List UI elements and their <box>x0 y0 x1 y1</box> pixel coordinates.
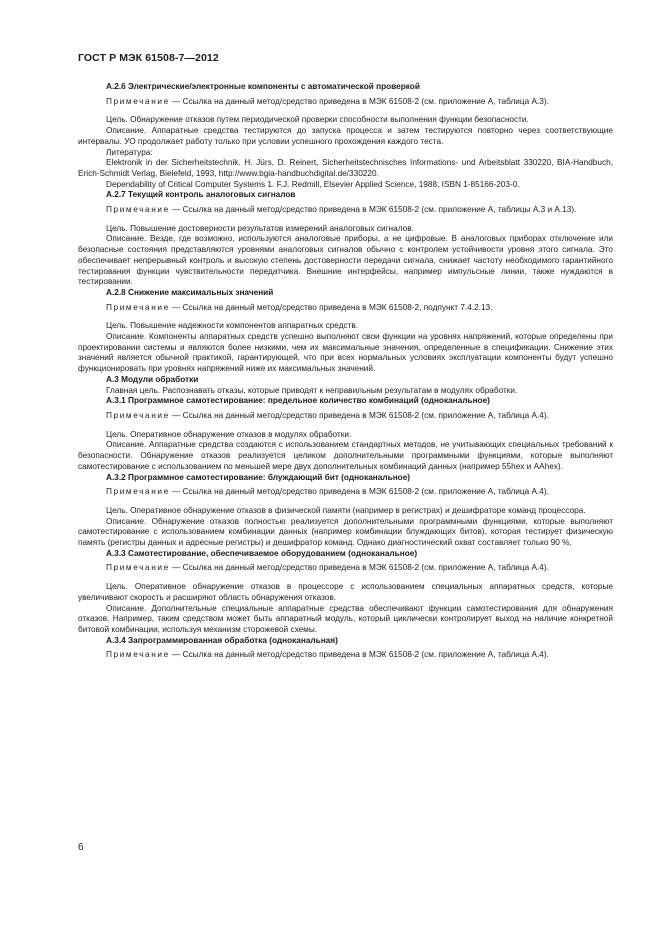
page-number: 6 <box>78 842 84 853</box>
note-a28: Примечание — Ссылка на данный метод/средство приведена в МЭК 61508-2, подпункт 7.4.2.13. <box>106 302 493 312</box>
note-label: Примечание <box>106 650 170 660</box>
description-a32: Описание. Обнаружение отказов полностью реализуется дополнительными программными функциями, которые выполняют самотестирование с использованием комбинации данных (например комбинации блуждающих битов), которая тестирует физическую память (регистры данных и адресные регистры) и дешифратор команд. Однако диагностический охват составляет только 90 %. <box>78 516 613 548</box>
description-a31: Описание. Аппаратные средства создаются с использованием стандартных методов, не учитывающих специальных требований к безопасности. Обнаружение отказов реализуется целиком дополнительными программными функциями, которые выполняют самотестирование с использованием по меньшей мере двух дополнительных комбинаций данных (например 55hex и AAhex). <box>78 440 613 471</box>
goal-a31: Цель. Оперативное обнаружение отказов в модулях обработки. <box>106 429 352 439</box>
literature-item-1: Elektronik in der Sicherheitstechnik. H. Jürs, D. Reinert, Sicherheitstechnisches Informations- und Arbeitsblatt 330220, BIA-Handbuch, Erich-Schmidt Verlag, Bielefeld, 1993, http://www.bgia-handbuchdigital.de/330220. <box>78 158 613 178</box>
section-heading-a26: A.2.6 Электрические/электронные компоненты с автоматической проверкой <box>106 82 420 91</box>
note-a34: Примечание — Ссылка на данный метод/средство приведена в МЭК 61508-2 (см. приложение А, таблица А.4). <box>106 650 549 660</box>
description-a28: Описание. Компоненты аппаратных средств успешно выполняют свои функции на уровнях напряжений, которые определены при проектировании системы и являются более низкими, чем их максимальные значения, определенные в спецификации. Снижение этих значений является обычной практикой, гарантирующей, что при всех нормальных условиях эксплуатации компоненты будут успешно функционировать при уровнях напряжений ниже их максимальных значений. <box>78 332 613 374</box>
note-a26: Примечание — Ссылка на данный метод/средство приведена в МЭК 61508-2 (см. приложение А, таблица А.3). <box>106 96 549 106</box>
note-a32: Примечание — Ссылка на данный метод/средство приведена в МЭК 61508-2 (см. приложение А, таблица А.4). <box>106 487 549 497</box>
section-heading-a33: A.3.3 Самотестирование, обеспечиваемое оборудованием (одноканальное) <box>106 548 418 558</box>
section-heading-a27: A.2.7 Текущий контроль аналоговых сигналов <box>106 190 296 200</box>
goal-a27: Цель. Повышение достоверности результатов измерений аналоговых сигналов. <box>106 223 414 233</box>
section-heading-a3: A.3 Модули обработки <box>106 374 199 384</box>
goal-a32: Цель. Оперативное обнаружение отказов в физической памяти (например в регистрах) и дешифраторе команд процессора. <box>106 505 586 515</box>
description-a33: Описание. Дополнительные специальные аппаратные средства обеспечивают функции самотестирования для обнаружения отказов. Например, таким средством может быть аппаратный модуль, который циклически контролирует выход на наличие конкретной битовой комбинации, используя механизм сторожевой схемы. <box>78 603 613 634</box>
note-a27: Примечание — Ссылка на данный метод/средство приведена в МЭК 61508-2 (см. приложение А, таблицы А.3 и А.13). <box>106 205 577 215</box>
section-heading-a32: A.3.2 Программное самотестирование: блуждающий бит (одноканальное) <box>106 472 411 482</box>
note-label: Примечание <box>106 410 170 420</box>
goal-a3: Главная цель. Распознавать отказы, которые приводят к неправильным результатам в модулях обработки. <box>106 385 518 395</box>
goal-a33: Цель. Оперативное обнаружение отказов в процессоре с использованием специальных аппаратных средств, которые увеличивают скорость и расширяют область обнаружения отказов. <box>78 582 613 602</box>
note-a33: Примечание — Ссылка на данный метод/средство приведена в МЭК 61508-2 (см. приложение А, таблица А.4). <box>106 563 549 573</box>
note-label: Примечание <box>106 563 170 573</box>
description-a26: Описание. Аппаратные средства тестируются до запуска процесса и затем тестируются повторно через соответствующие интервалы. УО продолжает работу только при условии успешного прохождения каждого теста. <box>78 126 613 146</box>
document-header: ГОСТ Р МЭК 61508-7—2012 <box>78 52 219 64</box>
description-a27: Описание. Везде, где возможно, используются аналоговые приборы, а не цифровые. В аналоговых приборах отключение или безопасные состояния представляются уровнями аналоговых сигналов обычно с контролем устойчивости уровня этого сигнала. Это обеспечивает непрерывный контроль и высокую степень достоверности передачи сигнала, снижает частоту необходимого гарантийного тестирования функции чувствительности передатчика. Внешние интерфейсы, например импульсные линии, также нуждаются в тестировании. <box>78 234 613 287</box>
literature-label: Литература: <box>106 147 153 157</box>
goal-a26: Цель. Обнаружение отказов путем периодической проверки способности выполнения функции безопасности. <box>106 115 529 125</box>
document-body <box>78 82 613 669</box>
note-a31: Примечание — Ссылка на данный метод/средство приведена в МЭК 61508-2 (см. приложение А, таблица А.4). <box>106 410 549 420</box>
note-label: Примечание <box>106 205 170 215</box>
note-label: Примечание <box>106 302 170 312</box>
goal-a28: Цель. Повышение надежности компонентов аппаратных средств. <box>106 321 359 331</box>
section-heading-a28: A.2.8 Снижение максимальных значений <box>106 287 274 297</box>
section-heading-a31: A.3.1 Программное самотестирование: предельное количество комбинаций (одноканальное) <box>106 396 490 406</box>
note-label: Примечание <box>106 487 170 497</box>
literature-item-2: Dependability of Critical Computer Systems 1. F.J. Redmill, Elsevier Applied Science, 1988, ISBN 1-85166-203-0. <box>106 179 520 189</box>
section-heading-a34: A.3.4 Запрограммированная обработка (одноканальная) <box>106 635 338 645</box>
note-label: Примечание <box>106 96 170 106</box>
